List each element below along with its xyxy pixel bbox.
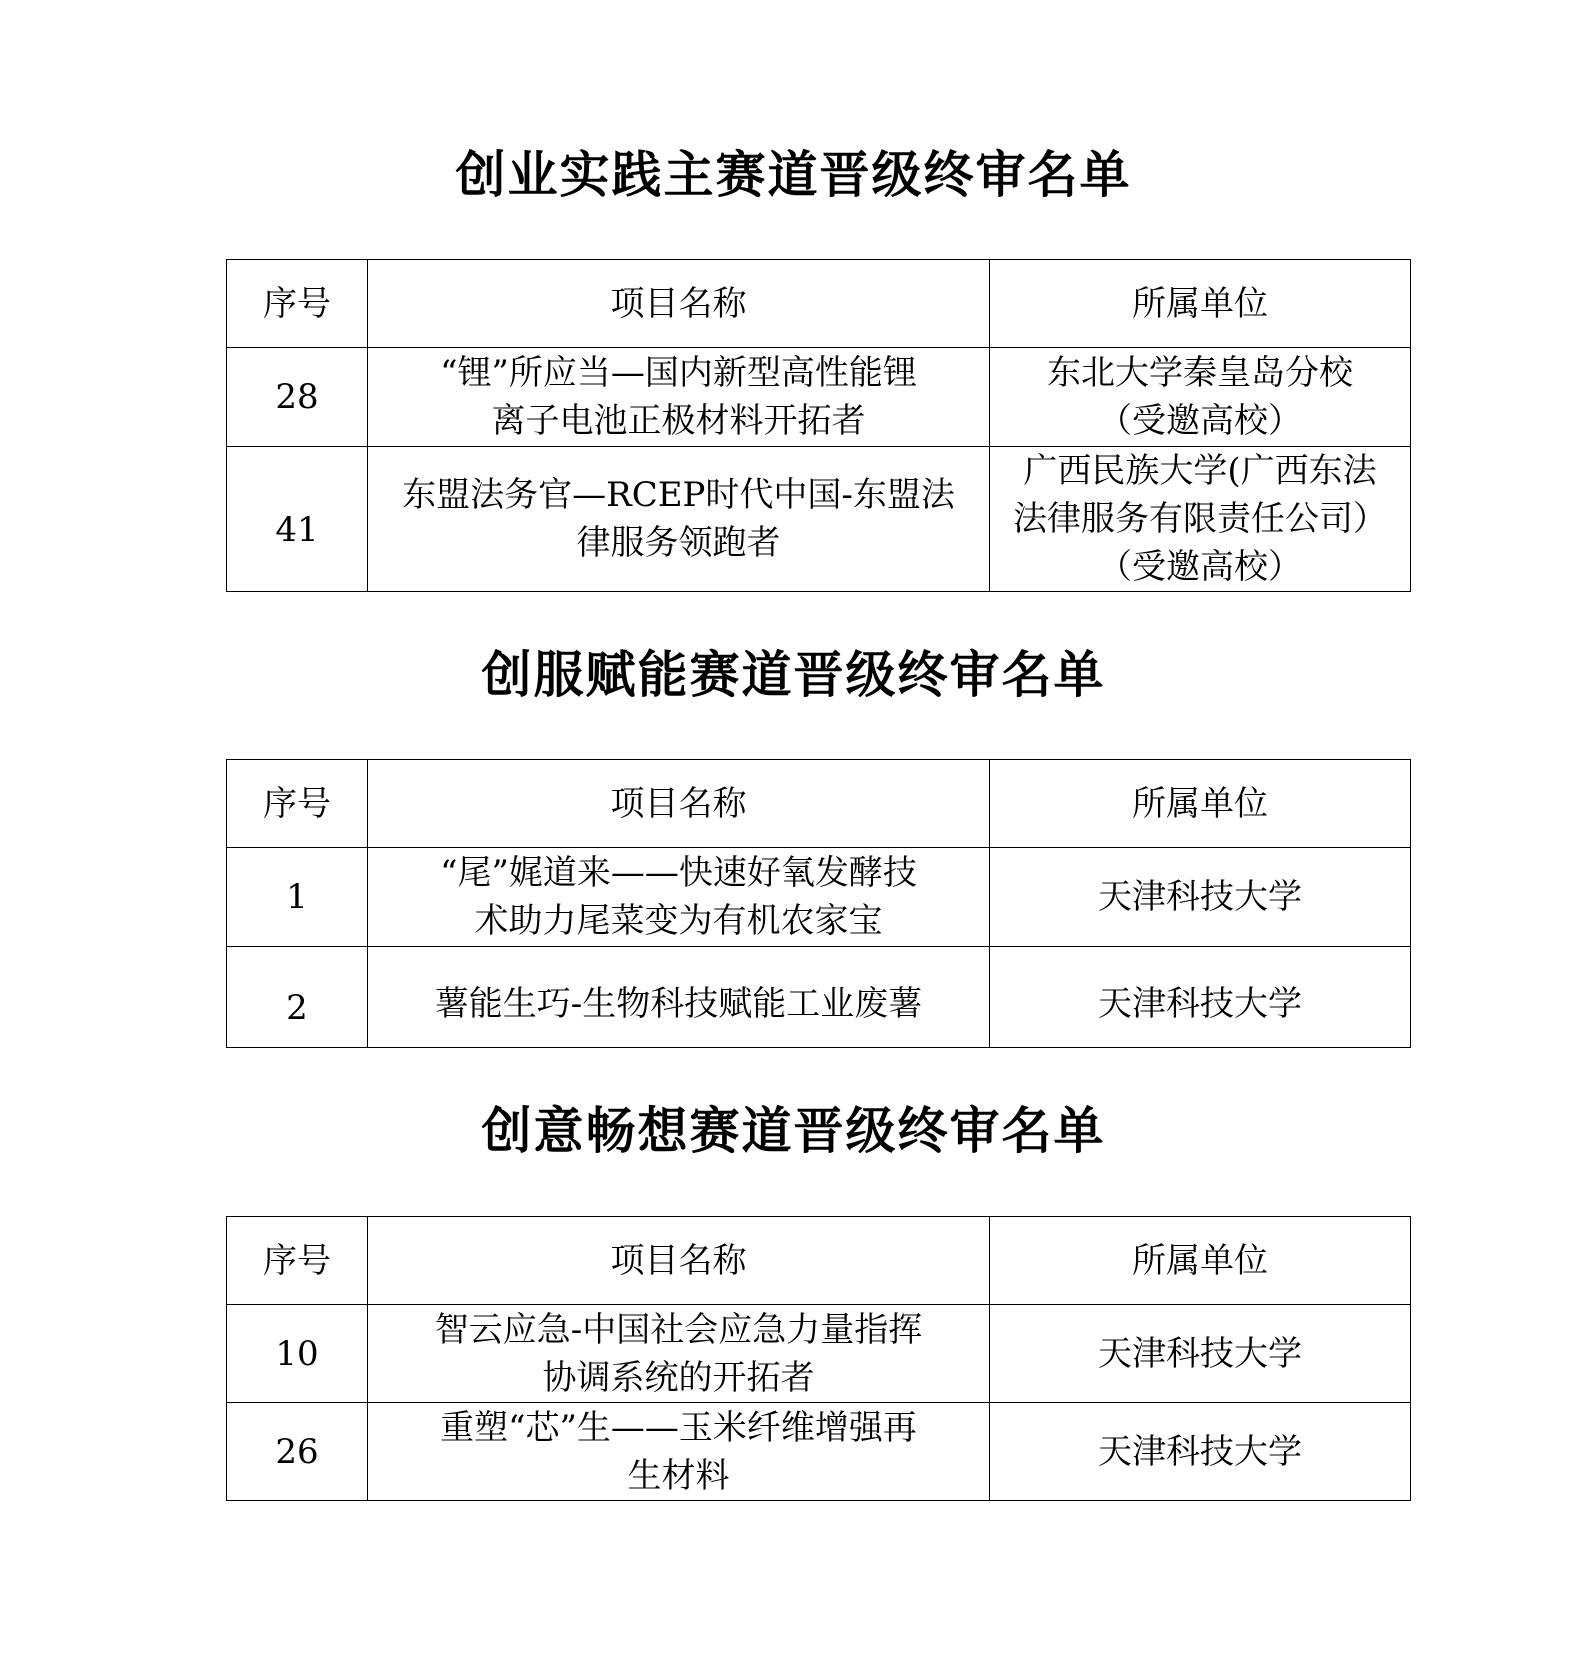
table-row bbox=[227, 447, 1411, 592]
project-name-line: 薯能生巧-生物科技赋能工业废薯 bbox=[434, 984, 923, 1024]
project-name-line: 东盟法务官—RCEP时代中国-东盟法 bbox=[402, 475, 955, 515]
row-project-name bbox=[368, 1403, 990, 1501]
unit-line: （受邀高校） bbox=[1098, 547, 1302, 587]
table-startup-practice bbox=[226, 259, 1411, 592]
unit-line: 广西民族大学(广西东法 bbox=[1023, 451, 1377, 491]
header-unit: 所属单位 bbox=[990, 760, 1411, 848]
table-header-row bbox=[227, 1217, 1411, 1305]
table-row bbox=[227, 1305, 1411, 1403]
row-index: 10 bbox=[227, 1305, 368, 1403]
unit-line: 天津科技大学 bbox=[1098, 877, 1302, 917]
row-unit bbox=[990, 1305, 1411, 1403]
unit-line: 东北大学秦皇岛分校 bbox=[1047, 353, 1353, 393]
row-index: 2 bbox=[227, 947, 368, 1048]
row-index: 1 bbox=[227, 848, 368, 947]
table-row bbox=[227, 1403, 1411, 1501]
table-header-row bbox=[227, 260, 1411, 348]
row-project-name bbox=[368, 447, 990, 592]
unit-line: 天津科技大学 bbox=[1098, 1431, 1302, 1472]
table-row bbox=[227, 348, 1411, 447]
project-name-line: “尾”娓道来——快速好氧发酵技 bbox=[440, 853, 917, 893]
table-row bbox=[227, 848, 1411, 947]
project-name-line: 生材料 bbox=[627, 1455, 730, 1496]
section-title-startup-practice: 创业实践主赛道晋级终审名单 bbox=[455, 146, 1132, 204]
row-unit bbox=[990, 348, 1411, 447]
header-unit: 所属单位 bbox=[990, 260, 1411, 348]
project-name-line: 离子电池正极材料开拓者 bbox=[491, 401, 866, 441]
project-name-line: “锂”所应当—国内新型高性能锂 bbox=[440, 353, 917, 393]
header-project-name: 项目名称 bbox=[368, 760, 990, 848]
row-project-name bbox=[368, 1305, 990, 1403]
unit-line: 法律服务有限责任公司） bbox=[1013, 499, 1387, 539]
header-index: 序号 bbox=[227, 760, 368, 848]
row-project-name bbox=[368, 848, 990, 947]
project-name-line: 重塑“芯”生——玉米纤维增强再 bbox=[440, 1407, 917, 1448]
section-title-service-empowerment: 创服赋能赛道晋级终审名单 bbox=[481, 646, 1106, 704]
row-project-name bbox=[368, 348, 990, 447]
project-name-line: 协调系统的开拓者 bbox=[542, 1357, 815, 1398]
table-service-empowerment bbox=[226, 759, 1411, 1048]
project-name-line: 律服务领跑者 bbox=[576, 523, 781, 563]
row-unit bbox=[990, 848, 1411, 947]
project-name-line: 智云应急-中国社会应急力量指挥 bbox=[434, 1309, 923, 1350]
row-unit bbox=[990, 447, 1411, 592]
section-title-creative-ideas: 创意畅想赛道晋级终审名单 bbox=[481, 1102, 1106, 1160]
table-header-row bbox=[227, 760, 1411, 848]
row-project-name bbox=[368, 947, 990, 1048]
unit-line: 天津科技大学 bbox=[1098, 1333, 1302, 1374]
header-index: 序号 bbox=[227, 260, 368, 348]
row-unit bbox=[990, 947, 1411, 1048]
unit-line: （受邀高校） bbox=[1098, 401, 1302, 441]
table-row bbox=[227, 947, 1411, 1048]
header-index: 序号 bbox=[227, 1217, 368, 1305]
table-creative-ideas bbox=[226, 1216, 1411, 1501]
header-unit: 所属单位 bbox=[990, 1217, 1411, 1305]
row-index: 26 bbox=[227, 1403, 368, 1501]
project-name-line: 术助力尾菜变为有机农家宝 bbox=[474, 901, 883, 941]
row-index: 41 bbox=[227, 447, 368, 592]
header-project-name: 项目名称 bbox=[368, 1217, 990, 1305]
row-index: 28 bbox=[227, 348, 368, 447]
row-unit bbox=[990, 1403, 1411, 1501]
unit-line: 天津科技大学 bbox=[1098, 984, 1302, 1024]
header-project-name: 项目名称 bbox=[368, 260, 990, 348]
